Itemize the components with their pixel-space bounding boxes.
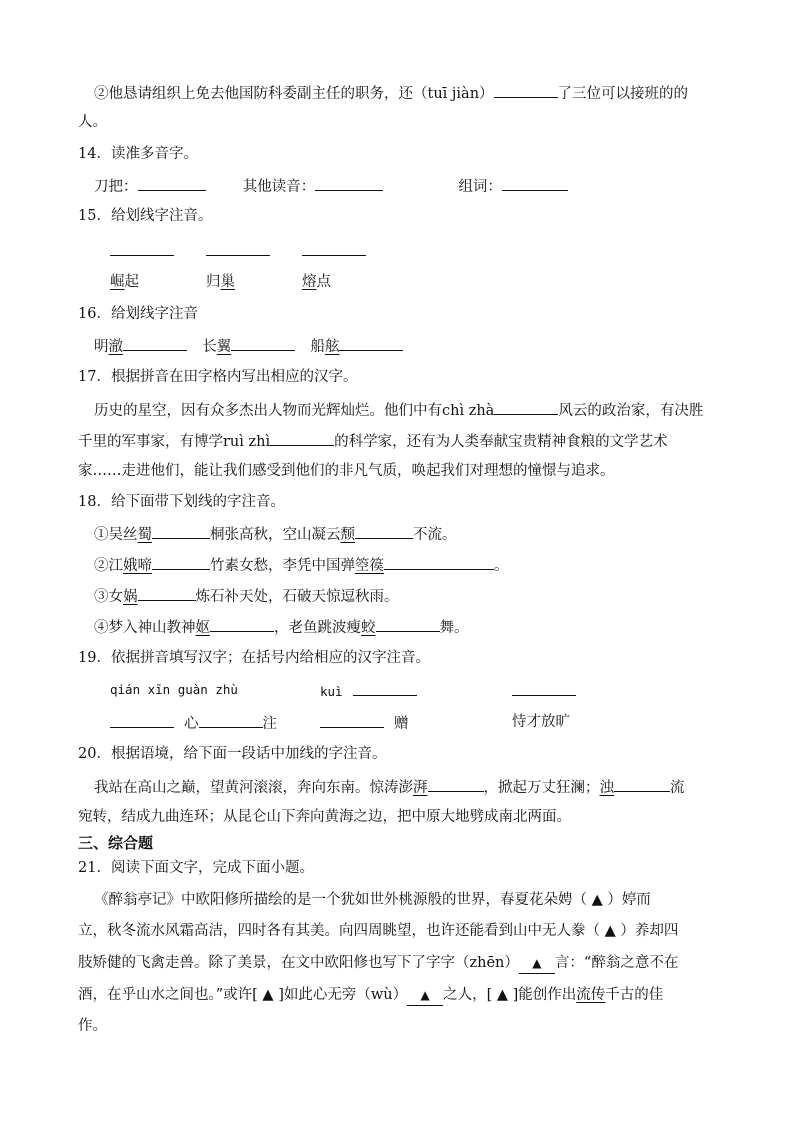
q15-word2 bbox=[206, 272, 235, 292]
text: 历史的星空，因有众多杰出人物而光辉灿烂。他们中有chì zhà bbox=[94, 403, 495, 419]
underlined-char: 蛟 bbox=[361, 620, 376, 636]
section-heading: 三、综合题 bbox=[78, 834, 154, 852]
q13-item2 bbox=[94, 82, 688, 104]
underlined-char: 颓 bbox=[340, 527, 355, 543]
q15-word1 bbox=[110, 272, 139, 292]
q14-b: 其他读音： bbox=[242, 179, 316, 195]
answer-blank[interactable] bbox=[384, 554, 494, 570]
q17-line1 bbox=[94, 399, 703, 421]
text: ②江 bbox=[94, 558, 123, 574]
q20-title: 20．根据语境，给下面一段话中加线的字注音。 bbox=[78, 746, 387, 762]
char: 长 bbox=[202, 339, 217, 355]
underlined-char: 翼 bbox=[216, 339, 232, 355]
q21-line3 bbox=[78, 953, 678, 974]
text: 我站在高山之巅，望黄河滚滚，奔向东南。惊涛澎 bbox=[94, 780, 413, 796]
text: 风云的政治家，有决胜 bbox=[558, 403, 704, 419]
answer-blank[interactable] bbox=[315, 175, 383, 191]
text: 言：“醉翁之意不在 bbox=[554, 955, 679, 971]
q19-title: 19．依据拼音填写汉字；在括号内给相应的汉字注音。 bbox=[78, 650, 430, 666]
answer-blank[interactable] bbox=[110, 712, 174, 728]
q13-after: 了三位可以接班的的 bbox=[557, 86, 689, 102]
text: 。 bbox=[494, 558, 509, 574]
text: 千古的佳 bbox=[605, 987, 664, 1003]
answer-blank[interactable] bbox=[231, 335, 295, 351]
text: 炼石补天处，石破天惊逗秋雨。 bbox=[195, 589, 399, 605]
q21-line5: 作。 bbox=[78, 1018, 107, 1034]
underlined-char: 湃 bbox=[413, 780, 428, 796]
underlined-char: 娲 bbox=[123, 589, 138, 605]
underlined-char: 箜篌 bbox=[355, 558, 384, 574]
q14-a: 刀把： bbox=[94, 179, 138, 195]
answer-blank[interactable] bbox=[320, 712, 384, 728]
text: 千里的军事家，有博学ruì zhì bbox=[78, 434, 271, 450]
answer-blank[interactable] bbox=[199, 712, 263, 728]
pinyin: kuì bbox=[320, 684, 343, 699]
answer-blank[interactable] bbox=[138, 585, 196, 601]
char: 点 bbox=[316, 274, 331, 290]
char: 起 bbox=[124, 274, 139, 290]
text: 流 bbox=[670, 780, 685, 796]
answer-blank[interactable] bbox=[110, 240, 174, 256]
q19-zeng-row bbox=[320, 712, 409, 734]
text: ，老鱼跳波瘦 bbox=[274, 620, 361, 636]
text: 舞。 bbox=[439, 620, 469, 636]
char: 赠 bbox=[394, 716, 409, 732]
char: 明 bbox=[94, 339, 109, 355]
char: 注 bbox=[262, 716, 277, 732]
q21-line1: 《醉翁亭记》中欧阳修所描绘的是一个犹如世外桃源般的世界，春夏花朵娉（ ▲ ）婷而 bbox=[94, 892, 651, 908]
underlined-char: 浊 bbox=[599, 780, 614, 796]
q21-line4 bbox=[78, 985, 663, 1006]
q15-title: 15．给划线字注音。 bbox=[78, 208, 213, 224]
underlined-char: 崛 bbox=[110, 274, 125, 290]
q19-pinyin1: qián xīn guàn zhù bbox=[110, 682, 238, 697]
q19-last: 恃才放旷 bbox=[512, 714, 570, 730]
text: 不流。 bbox=[413, 527, 457, 543]
text: ③女 bbox=[94, 589, 123, 605]
answer-blank[interactable] bbox=[302, 240, 366, 256]
q14-c: 组词： bbox=[458, 179, 502, 195]
q14-title: 14．读准多音字。 bbox=[78, 146, 198, 162]
text: 的科学家，还有为人类奉献宝贵精神食粮的文学艺术 bbox=[334, 434, 668, 450]
q18-title: 18．给下面带下划线的字注音。 bbox=[78, 494, 285, 510]
q21-line2: 立，秋冬流水风霜高洁，四时各有其美。向四周眺望，也许还能看到山中无人豢（ ▲ ）养却四 bbox=[78, 923, 679, 939]
q17-title: 17．根据拼音在田字格内写出相应的汉字。 bbox=[78, 369, 358, 385]
underlined-char: 澈 bbox=[108, 339, 123, 355]
text: 桐张高秋，空山凝云 bbox=[210, 527, 341, 543]
q13-text: ②他恳请组织上免去他国防科委副主任的职务，还（tuī jiàn） bbox=[94, 86, 494, 102]
q20-line1 bbox=[94, 776, 685, 798]
text: 之人，[ ▲ ]能创作出 bbox=[443, 987, 577, 1003]
answer-blank[interactable] bbox=[428, 776, 484, 792]
q19-row2 bbox=[110, 712, 277, 734]
underlined-char: 蜀 bbox=[137, 527, 152, 543]
answer-blank[interactable] bbox=[270, 430, 334, 446]
text: 酒，在乎山水之间也。”或许[ ▲ ]如此心无旁（wù） bbox=[78, 987, 408, 1003]
q16-title: 16．给划线字注音 bbox=[78, 306, 198, 322]
answer-blank[interactable] bbox=[339, 335, 403, 351]
answer-blank[interactable] bbox=[502, 175, 568, 191]
underlined-char: 巢 bbox=[220, 274, 235, 290]
q18-line1 bbox=[94, 523, 457, 545]
q16-row bbox=[94, 335, 403, 357]
text: ，掀起万丈狂澜； bbox=[483, 780, 600, 796]
text: ④梦入神山教神 bbox=[94, 620, 196, 636]
underlined-char: 熔 bbox=[302, 274, 317, 290]
text: 竹素女愁，李凭中国弹 bbox=[210, 558, 355, 574]
underlined-char: 娥啼 bbox=[123, 558, 152, 574]
answer-triangle[interactable]: ▲ bbox=[519, 953, 555, 974]
q18-line2 bbox=[94, 554, 509, 576]
answer-blank[interactable] bbox=[206, 240, 270, 256]
answer-blank[interactable] bbox=[152, 554, 210, 570]
char: 船 bbox=[310, 339, 325, 355]
answer-blank[interactable] bbox=[355, 523, 413, 539]
answer-blank[interactable] bbox=[123, 335, 187, 351]
q17-line2 bbox=[78, 430, 668, 452]
answer-blank[interactable] bbox=[376, 616, 440, 632]
q18-line4 bbox=[94, 616, 469, 638]
answer-blank[interactable] bbox=[210, 616, 274, 632]
answer-blank[interactable] bbox=[494, 82, 558, 98]
char: 心 bbox=[184, 716, 199, 732]
q14-row bbox=[94, 175, 568, 197]
answer-blank[interactable] bbox=[512, 680, 576, 696]
underlined-word: 流传 bbox=[576, 987, 606, 1003]
answer-blank[interactable] bbox=[152, 523, 210, 539]
answer-blank[interactable] bbox=[614, 776, 670, 792]
q15-word3 bbox=[302, 272, 331, 292]
q21-title: 21．阅读下面文字，完成下面小题。 bbox=[78, 860, 314, 876]
answer-blank[interactable] bbox=[353, 680, 417, 696]
answer-blank[interactable] bbox=[494, 399, 558, 415]
text: ①吴丝 bbox=[94, 527, 138, 543]
underlined-char: 舷 bbox=[324, 339, 340, 355]
text: 肢矫健的飞禽走兽。除了美景，在文中欧阳修也写下了字字（zhēn） bbox=[78, 955, 519, 971]
char: 归 bbox=[206, 274, 221, 290]
q17-line3: 家……走进他们，能让我们感受到他们的非凡气质，唤起我们对理想的憧憬与追求。 bbox=[78, 463, 615, 479]
q20-line2: 宛转，结成九曲连环；从昆仑山下奔向黄海之边，把中原大地劈成南北两面。 bbox=[78, 809, 571, 825]
q18-line3 bbox=[94, 585, 399, 607]
q13-cont: 人。 bbox=[78, 114, 107, 130]
answer-blank[interactable] bbox=[138, 175, 206, 191]
q19-kui-row bbox=[320, 680, 417, 702]
underlined-char: 妪 bbox=[195, 620, 210, 636]
answer-triangle[interactable]: ▲ bbox=[407, 985, 443, 1006]
